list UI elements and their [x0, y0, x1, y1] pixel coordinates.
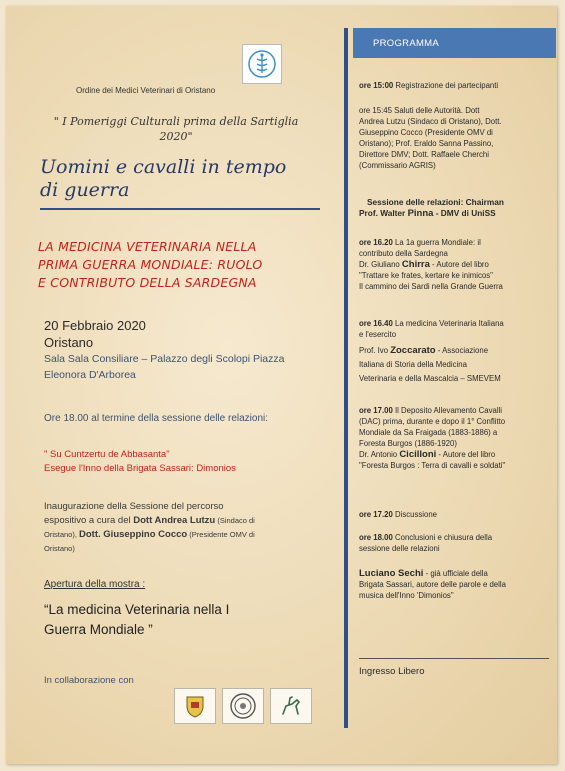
role-note: (Sindaco di [215, 516, 255, 525]
speaker-role: - Autore del libro [429, 260, 489, 269]
program-header: PROGRAMMA [353, 28, 556, 58]
partner-logos [174, 688, 312, 724]
speaker-name: Luciano Sechi [359, 568, 424, 579]
exhibition-title [44, 600, 329, 640]
series-line: 2020" [159, 130, 193, 143]
conference-title-line: E CONTRIBUTO DELLA SARDEGNA [38, 275, 257, 290]
chair-name: Pinna [407, 208, 434, 219]
program-line: Giuseppino Cocco (Presidente OMV di [359, 128, 493, 137]
program-text: La medicina Veterinaria Italiana [392, 319, 504, 328]
program-text: Discussione [392, 510, 438, 519]
partner-logo [174, 688, 216, 724]
inauguration-line [44, 514, 329, 528]
speaker-role: - Autore del libro [436, 450, 496, 459]
choir-name: " Su Cuntzertu de Abbasanta" [44, 449, 170, 460]
program-line: ore 15:45 Saluti delle Autorità. Dott [359, 106, 480, 115]
left-column [6, 6, 342, 764]
program-text: La 1a guerra Mondiale: il [392, 238, 481, 247]
program-item-talk-3 [359, 405, 549, 471]
chair-affiliation: - DMV di UniSS [433, 208, 496, 218]
program-time: ore 15:00 [359, 81, 394, 90]
title-divider [40, 208, 320, 210]
inauguration-line: Inaugurazione della Sessione del percorso [44, 501, 224, 512]
circular-seal-icon [229, 692, 257, 720]
comune-oristano-crest-icon [182, 693, 208, 719]
role-note: Oristano), [44, 530, 80, 539]
role-note: (Presidente OMV di [187, 530, 255, 539]
main-title-line: di guerra [40, 179, 130, 201]
program-time: ore 16.20 [359, 238, 393, 247]
collaboration-label: In collaborazione con [44, 675, 134, 686]
event-city: Oristano [44, 335, 94, 350]
speaker-prefix: Dr. Giuliano [359, 260, 402, 269]
text-span: espositivo a cura del [44, 515, 134, 526]
program-line: musica dell'Inno 'Dimonios" [359, 591, 454, 600]
program-item-registration [359, 80, 549, 91]
veterinary-caduceus-icon [247, 49, 277, 79]
program-line: (DAC) prima, durante e dopo il 1° Conflitto [359, 417, 506, 426]
organization-name: Ordine dei Medici Veterinari di Oristano [76, 86, 216, 95]
event-series [26, 114, 326, 144]
free-entry-note: Ingresso Libero [359, 666, 425, 677]
event-date: 20 Febbraio 2020 [44, 318, 146, 333]
venue-line: Sala Sala Consiliare – Palazzo degli Scolopi Piazza [44, 353, 285, 365]
speaker-role: - Associazione [435, 346, 489, 355]
program-item-discussion [359, 509, 549, 520]
session-title: Sessione delle relazioni: Chairman [367, 197, 504, 207]
speaker-name: Zoccarato [390, 345, 436, 356]
program-line: Italiana di Storia della Medicina [359, 360, 467, 369]
program-session-chair [359, 197, 549, 219]
program-time: ore 17.00 [359, 406, 393, 415]
speaker-prefix: Dr. Antonio [359, 450, 400, 459]
choir-performance [44, 448, 236, 476]
program-item-talk-1 [359, 237, 549, 292]
program-line: "Trattare ke frates, kertare ke inimicos" [359, 271, 493, 280]
inauguration-line [44, 528, 329, 542]
person-name: Dott. Giuseppino Cocco [79, 529, 188, 540]
exhibition-title-line: Guerra Mondiale ” [44, 622, 153, 637]
program-line: sessione delle relazioni [359, 544, 440, 553]
program-text: Registrazione dei partecipanti [393, 81, 499, 90]
program-text: Il Deposito Allevamento Cavalli [392, 406, 503, 415]
inauguration-text [44, 500, 329, 556]
program-item-luciano-sechi [359, 568, 549, 601]
conference-title-line: LA MEDICINA VETERINARIA NELLA [38, 239, 257, 254]
program-line: Mondiale da Sa Fraigada (1883-1886) a [359, 428, 498, 437]
program-time: ore 16.40 [359, 319, 393, 328]
chair-prefix: Prof. Walter [359, 208, 408, 218]
program-column [351, 6, 556, 764]
program-line: Veterinaria e della Mascalcia – SMEVEM [359, 374, 501, 383]
person-name: Dott Andrea Lutzu [133, 515, 216, 526]
evening-time-note: Ore 18.00 al termine della sessione delle relazioni: [44, 413, 269, 424]
program-time: ore 17.20 [359, 510, 393, 519]
program-line: Oristano); Prof. Eraldo Sanna Passino, [359, 139, 494, 148]
exhibition-title-line: “La medicina Veterinaria nella I [44, 602, 230, 617]
program-line: e l'esercito [359, 330, 397, 339]
program-item-closing [359, 532, 549, 554]
venue-line: Eleonora D'Arborea [44, 369, 136, 381]
partner-logo [270, 688, 312, 724]
program-time: ore 18.00 [359, 533, 393, 542]
program-line: contributo della Sardegna [359, 249, 448, 258]
partner-logo [222, 688, 264, 724]
program-line: Foresta Burgos (1886-1920) [359, 439, 457, 448]
program-line: Direttore DMV; Dott. Raffaele Cherchi [359, 150, 489, 159]
event-poster [6, 6, 557, 764]
program-line: Brigata Sassari, autore delle parole e della [359, 580, 506, 589]
program-item-talk-2 [359, 318, 549, 384]
main-title-line: Uomini e cavalli in tempo [40, 156, 287, 178]
program-line: (Commissario AGRIS) [359, 161, 436, 170]
program-line: Il cammino dei Sardi nella Grande Guerra [359, 282, 503, 291]
conference-title-line: PRIMA GUERRA MONDIALE: RUOLO [38, 257, 263, 272]
omv-logo [242, 44, 282, 84]
series-line: " I Pomeriggi Culturali prima della Sartiglia [53, 115, 299, 128]
speaker-name: Chirra [401, 259, 430, 270]
ingresso-divider [359, 658, 549, 659]
speaker-prefix: Prof. Ivo [359, 346, 391, 355]
horse-rider-emblem-icon [277, 692, 305, 720]
speaker-role: - già ufficiale della [423, 569, 488, 578]
column-divider [344, 28, 348, 728]
program-line: "Foresta Burgos : Terra di cavalli e soldati" [359, 461, 506, 470]
event-date-place [44, 317, 146, 351]
program-item-greetings [359, 105, 549, 171]
conference-title [38, 238, 338, 292]
role-note: Oristano) [44, 544, 75, 553]
main-title [40, 156, 330, 202]
program-text: Conclusioni e chiusura della [392, 533, 493, 542]
event-venue [44, 351, 334, 383]
choir-description: Esegue l'Inno della Brigata Sassari: Dimonios [44, 463, 236, 474]
exhibition-label: Apertura della mostra : [44, 579, 146, 590]
program-line: Andrea Lutzu (Sindaco di Oristano), Dott. [359, 117, 502, 126]
speaker-name: Cicilloni [399, 449, 437, 460]
